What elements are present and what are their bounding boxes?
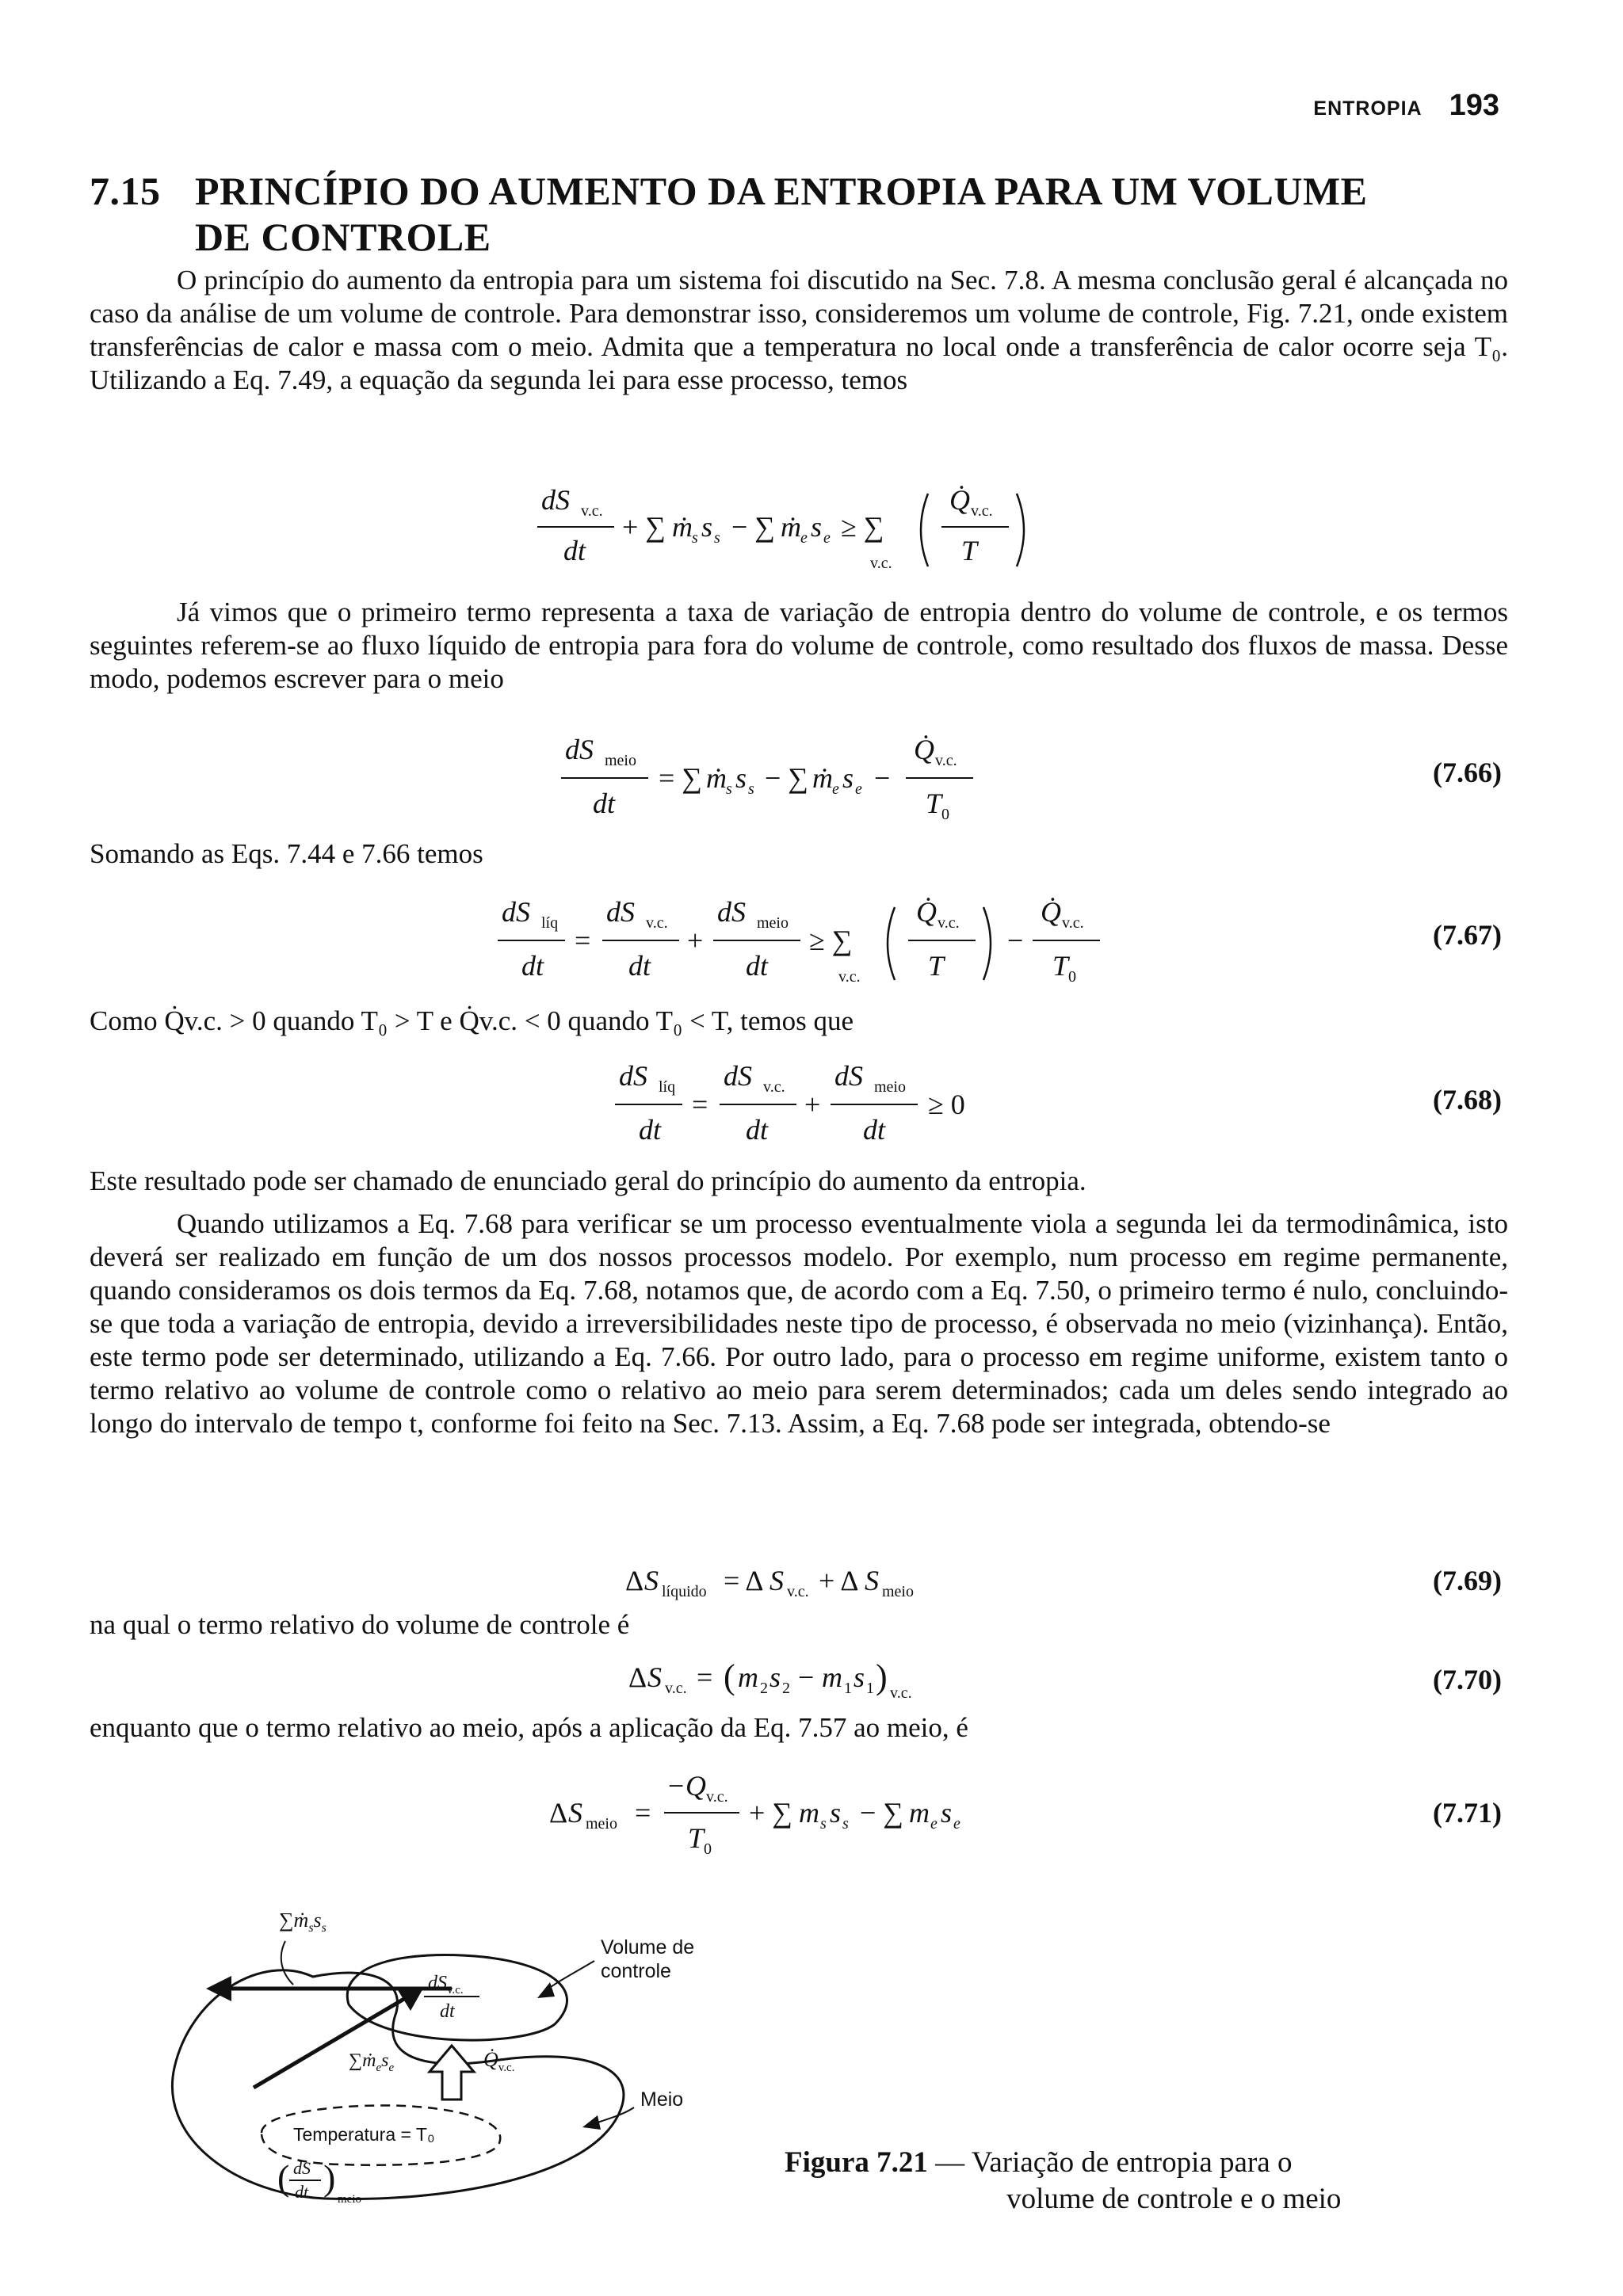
figure-caption (785, 2145, 1341, 2218)
svg-text:e: e (823, 529, 831, 547)
svg-text:m: m (822, 1661, 842, 1693)
equation-7-69 (90, 1557, 1508, 1604)
svg-text:ṁ: ṁ (781, 511, 801, 543)
svg-text:dS: dS (619, 1060, 647, 1092)
svg-text:1: 1 (844, 1680, 852, 1697)
equation-number-7-70: (7.70) (1433, 1664, 1502, 1695)
svg-text:s: s (748, 780, 754, 798)
figure-7-21-diagram (143, 1878, 777, 2218)
svg-text:v.c.: v.c. (581, 502, 603, 520)
svg-text:0: 0 (941, 806, 949, 823)
svg-text:dt: dt (639, 1114, 662, 1146)
svg-text:(: ( (724, 1657, 735, 1696)
svg-text:=: = (692, 1089, 708, 1120)
svg-text:v.c.: v.c. (838, 968, 861, 986)
svg-text:Q̇: Q̇ (916, 896, 937, 928)
svg-text:v.c.: v.c. (787, 1583, 809, 1600)
svg-text:líquido: líquido (662, 1583, 707, 1600)
svg-text:ṁ: ṁ (672, 511, 693, 543)
svg-text:): ) (876, 1657, 888, 1696)
svg-text:líq: líq (541, 914, 559, 932)
svg-text:− ∑: − ∑ (731, 511, 775, 543)
svg-text:dt: dt (746, 1114, 769, 1146)
svg-text:v.c.: v.c. (935, 752, 957, 769)
equation-number-7-66: (7.66) (1433, 757, 1502, 788)
svg-text:−: − (874, 762, 891, 794)
svg-text:s: s (820, 1815, 827, 1833)
svg-text:dt: dt (593, 788, 616, 819)
paragraph-first-term: Já vimos que o primeiro termo representa a taxa de variação de entropia dentro do volume de controle, e os termos seguintes referem-se ao fluxo líquido de entropia para fora do volume de controle, como resultado dos fluxos de massa. Desse modo, podemos escrever para o meio (90, 597, 1508, 694)
svg-text:m: m (738, 1661, 758, 1693)
figure-caption-line1: — Variação de entropia para o (935, 2146, 1293, 2179)
svg-text:dS: dS (717, 896, 746, 928)
svg-text:s: s (941, 1797, 953, 1829)
running-head-section: ENTROPIA (1313, 97, 1423, 120)
svg-text:v.c.: v.c. (971, 502, 993, 520)
svg-text:−: − (668, 1770, 685, 1802)
svg-text:=: = (575, 925, 591, 956)
svg-text:S: S (568, 1797, 582, 1829)
svg-text:Q: Q (685, 1770, 706, 1802)
svg-text:dt: dt (440, 2001, 455, 2022)
svg-text:e: e (855, 780, 862, 798)
svg-text:v.c.: v.c. (938, 914, 960, 932)
mass-out-arrowhead (206, 1976, 231, 2001)
paragraph-como: Como Q̇v.c. > 0 quando T₀ > T e Q̇v.c. < 0 quando T₀ < T, temos que (90, 1005, 854, 1036)
svg-text:+ ∑: + ∑ (749, 1797, 792, 1829)
svg-text:2: 2 (760, 1680, 768, 1697)
svg-text:s: s (692, 529, 698, 547)
svg-text:m: m (799, 1797, 819, 1829)
control-volume-pointer-head (537, 1982, 555, 1998)
svg-text:dS: dS (724, 1060, 752, 1092)
svg-text:0: 0 (1068, 968, 1076, 986)
label-volume-de: Volume de (601, 1936, 695, 1958)
svg-text:ṁ: ṁ (706, 762, 727, 794)
svg-text:s: s (714, 529, 720, 547)
paragraph-intro: O princípio do aumento da entropia para um sistema foi discutido na Sec. 7.8. A mesma conclusão geral é alcançada no caso da análise de um volume de controle. Para demonstrar isso, consideremos um volume de controle, Fig. 7.21, onde existem transferências de calor e massa com o meio. Admita que a temperatura no local onde a transferência de calor ocorre seja T₀. Utilizando a Eq. 7.49, a equação da segunda lei para esse processo, temos (90, 265, 1508, 395)
svg-text:s: s (769, 1661, 781, 1693)
mass-in-arrow (254, 1997, 408, 2088)
svg-text:ṁ: ṁ (812, 762, 833, 794)
svg-text:meio: meio (605, 752, 636, 769)
svg-text:s: s (726, 780, 732, 798)
svg-text:−: − (798, 1661, 815, 1693)
svg-text:− ∑: − ∑ (860, 1797, 903, 1829)
equation-number-7-71: (7.71) (1433, 1797, 1502, 1829)
equation-number-7-69: (7.69) (1433, 1565, 1502, 1596)
svg-text:T: T (1052, 950, 1069, 982)
svg-text:s: s (842, 1815, 849, 1833)
mass-out-pointer (281, 1941, 293, 1985)
svg-text:1: 1 (866, 1680, 874, 1697)
svg-text:Δ: Δ (628, 1661, 647, 1693)
equation-7-66-graphic (90, 713, 1508, 832)
dsvc-dt-label: $dS_{v.c.}$ (428, 1973, 464, 1997)
svg-text:dS: dS (541, 484, 570, 516)
dsmeio-dt-label: dS (293, 2158, 311, 2178)
svg-text:líq: líq (659, 1078, 676, 1096)
svg-text:dS: dS (834, 1060, 863, 1092)
label-controle: controle (601, 1960, 671, 1982)
svg-text:T: T (961, 535, 978, 566)
svg-text:dt: dt (628, 950, 651, 982)
svg-text:v.c.: v.c. (890, 1684, 912, 1702)
svg-text:= ∑: = ∑ (659, 762, 702, 794)
svg-text:(: ( (277, 2157, 290, 2198)
svg-text:v.c.: v.c. (763, 1078, 785, 1096)
svg-text:meio: meio (882, 1583, 914, 1600)
equation-7-67-graphic (90, 875, 1508, 994)
svg-text:v.c.: v.c. (1062, 914, 1084, 932)
svg-text:s: s (811, 511, 823, 543)
mass-out-label: $\sum ṁ_ss_s$ (279, 1909, 327, 1935)
svg-text:e: e (800, 529, 808, 547)
mass-in-label: $\sum ṁ_es_e$ (349, 2050, 395, 2074)
svg-text:≥ 0: ≥ 0 (928, 1089, 965, 1120)
svg-text:dt: dt (746, 950, 769, 982)
svg-text:v.c.: v.c. (870, 555, 892, 572)
svg-text:Q̇: Q̇ (949, 484, 970, 516)
svg-text:T: T (926, 788, 942, 819)
svg-text:S: S (647, 1661, 662, 1693)
section-title (90, 168, 1508, 260)
svg-text:+: + (804, 1089, 821, 1120)
svg-text:s: s (830, 1797, 842, 1829)
meio-pointer-head (582, 2115, 601, 2130)
svg-text:0: 0 (704, 1840, 712, 1858)
svg-text:S: S (644, 1565, 659, 1596)
svg-text:): ) (323, 2157, 336, 2198)
svg-text:S: S (769, 1565, 784, 1596)
svg-text:dS: dS (606, 896, 635, 928)
paragraph-result: Este resultado pode ser chamado de enunciado geral do princípio do aumento da entropia. (90, 1165, 1086, 1196)
svg-text:v.c.: v.c. (706, 1788, 728, 1806)
paragraph-surroundings-term: enquanto que o termo relativo ao meio, após a aplicação da Eq. 7.57 ao meio, é (90, 1712, 968, 1743)
svg-text:+: + (687, 925, 704, 956)
section-number: 7.15 (90, 169, 161, 213)
svg-text:=: = (635, 1797, 651, 1829)
heat-transfer-arrow (430, 2046, 474, 2100)
equation-7-70 (90, 1652, 1508, 1707)
svg-text:dt: dt (521, 950, 544, 982)
label-temperatura: Temperatura = T₀ (293, 2124, 435, 2145)
svg-text:meio: meio (874, 1078, 906, 1096)
equation-7-67 (90, 875, 1508, 994)
equation-number-7-67: (7.67) (1433, 919, 1502, 951)
svg-text:T: T (688, 1822, 705, 1854)
paragraph-process-models: Quando utilizamos a Eq. 7.68 para verificar se um processo eventualmente viola a segunda lei da termodinâmica, isto deverá ser realizado em função de um dos nossos processos modelo. Por exemplo, num processo em regime permanente, quando consideramos os dois termos da Eq. 7.68, notamos que, de acordo com a Eq. 7.50, o primeiro termo é nulo, concluindo-se que toda a variação de entropia, devido a irreversibilidades neste tipo de processo, é observada no meio (vizinhança). Então, este termo pode ser determinado, utilizando a Eq. 7.66. Por outro lado, para o processo em regime uniforme, existem tanto o termo relativo ao volume de controle como o relativo ao meio para serem determinados; cada um deles sendo integrado ao longo do intervalo de tempo t, conforme foi feito na Sec. 7.13. Assim, a Eq. 7.68 pode ser integrada, obtendo-se (90, 1208, 1508, 1439)
svg-text:e: e (953, 1815, 960, 1833)
figure-caption-line2: volume de controle e o meio (1006, 2183, 1342, 2215)
paragraph-cv-term: na qual o termo relativo do volume de controle é (90, 1609, 630, 1640)
svg-text:dt: dt (295, 2182, 309, 2202)
svg-text:− ∑: − ∑ (765, 762, 808, 794)
svg-text:2: 2 (782, 1680, 790, 1697)
svg-text:s: s (854, 1661, 865, 1693)
heat-label: $Q̇_{v.c.}$ (483, 2048, 515, 2074)
equation-7-69-graphic (90, 1557, 1508, 1604)
svg-text:Δ: Δ (549, 1797, 568, 1829)
svg-text:meio: meio (757, 914, 789, 932)
svg-text:e: e (832, 780, 839, 798)
svg-text:meio: meio (338, 2193, 361, 2206)
svg-text:e: e (930, 1815, 938, 1833)
section-title-line2: DE CONTROLE (195, 215, 491, 259)
equation-7-66 (90, 713, 1508, 832)
equation-second-law (90, 463, 1508, 582)
svg-text:Δ: Δ (625, 1565, 644, 1596)
equation-second-law-graphic (90, 463, 1508, 582)
equation-7-68 (90, 1044, 1508, 1155)
svg-text:≥ ∑: ≥ ∑ (841, 511, 884, 543)
figure-caption-label: Figura 7.21 (785, 2146, 928, 2179)
control-volume-boundary (347, 1955, 567, 2041)
svg-text:dt: dt (563, 535, 586, 566)
svg-text:m: m (909, 1797, 930, 1829)
svg-text:+ Δ: + Δ (819, 1565, 859, 1596)
equation-7-68-graphic (90, 1044, 1508, 1155)
svg-text:T: T (928, 950, 945, 982)
svg-text:dS: dS (502, 896, 530, 928)
svg-text:s: s (842, 762, 854, 794)
svg-text:meio: meio (586, 1815, 617, 1833)
svg-text:=: = (697, 1661, 713, 1693)
svg-text:Q̇: Q̇ (914, 734, 934, 765)
svg-text:v.c.: v.c. (665, 1680, 687, 1697)
svg-text:Q̇: Q̇ (1041, 896, 1061, 928)
section-title-line1: PRINCÍPIO DO AUMENTO DA ENTROPIA PARA UM VOLUME (195, 169, 1368, 213)
running-head (1313, 89, 1499, 123)
svg-text:dt: dt (863, 1114, 886, 1146)
equation-7-71 (90, 1757, 1508, 1868)
equation-7-71-graphic (90, 1757, 1508, 1868)
svg-text:S: S (865, 1565, 879, 1596)
label-meio: Meio (640, 2088, 684, 2111)
svg-text:dS: dS (565, 734, 594, 765)
page-number: 193 (1449, 89, 1499, 122)
svg-text:+ ∑: + ∑ (622, 511, 666, 543)
equation-number-7-68: (7.68) (1433, 1084, 1502, 1116)
svg-text:s: s (735, 762, 747, 794)
paragraph-summing: Somando as Eqs. 7.44 e 7.66 temos (90, 838, 483, 869)
equation-7-70-graphic (90, 1652, 1508, 1707)
svg-text:s: s (701, 511, 713, 543)
svg-text:= Δ: = Δ (724, 1565, 764, 1596)
svg-text:≥ ∑: ≥ ∑ (809, 925, 853, 956)
svg-text:v.c.: v.c. (646, 914, 668, 932)
svg-text:−: − (1007, 925, 1024, 956)
